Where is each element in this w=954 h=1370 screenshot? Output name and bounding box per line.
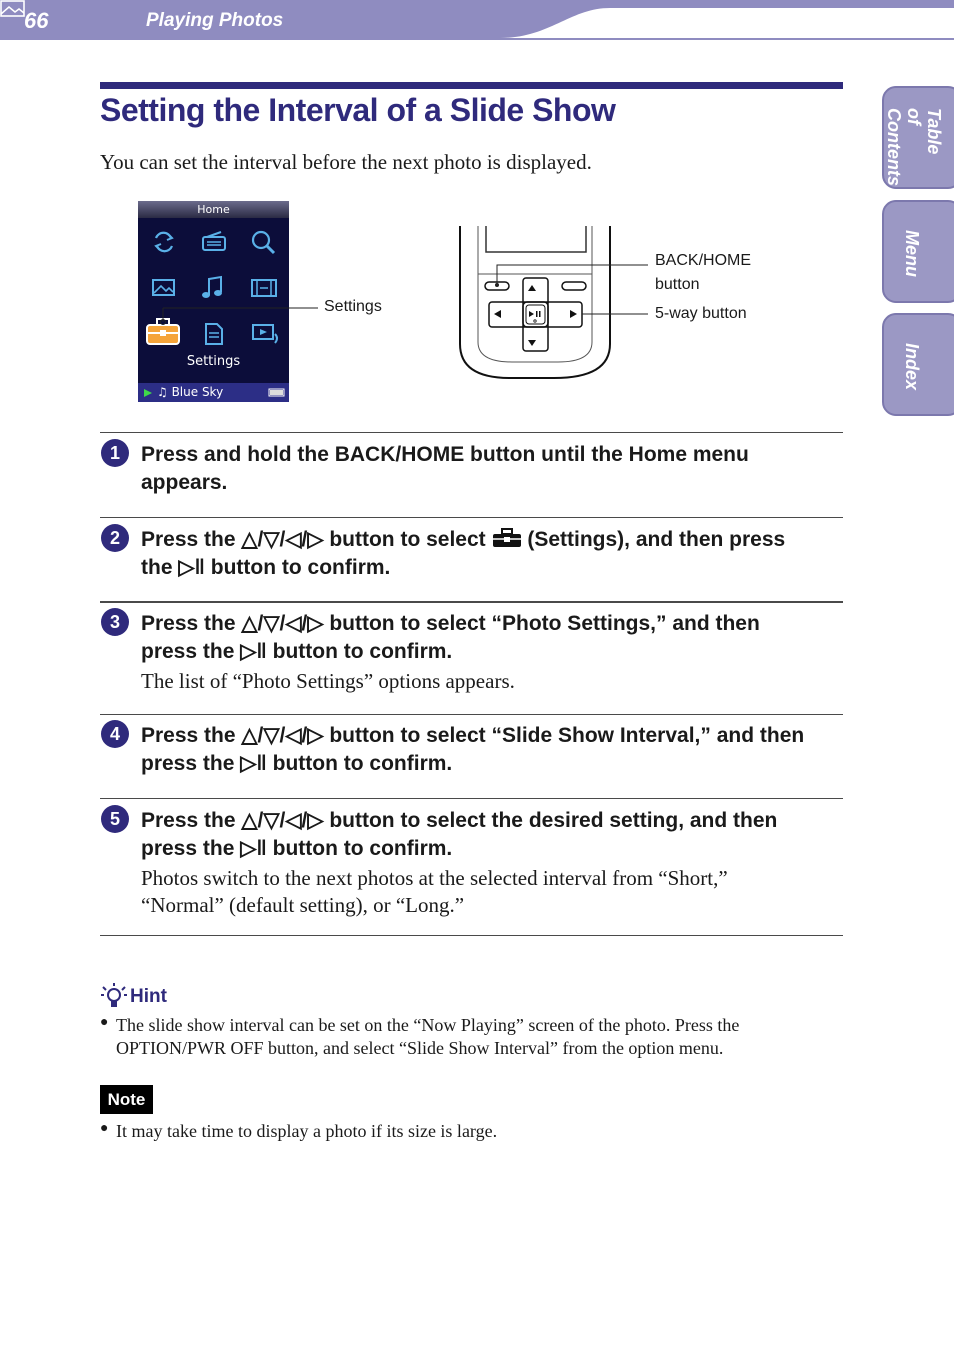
step-2-line-2: the ▷ǁ button to confirm. [141, 556, 391, 579]
step-divider [100, 432, 843, 433]
step-2-line-1 [141, 526, 841, 554]
step-number-1: 1 [101, 439, 129, 467]
step-number-2: 2 [101, 524, 129, 552]
step-2-text [141, 526, 841, 582]
play-indicator-icon [143, 388, 153, 398]
tab-table-of-contents-label: Table of Contents [884, 108, 944, 186]
photo-icon [0, 0, 26, 18]
step-3-line-1: Press the △/▽/◁/▷ button to select “Photo Settings,” and then [141, 612, 760, 635]
player-device-illustration [452, 222, 662, 384]
page-number: 66 [24, 8, 49, 33]
step-2-line-1a: Press the △/▽/◁/▷ button to select [141, 528, 492, 551]
step-3-detail: The list of “Photo Settings” options appears. [141, 669, 515, 693]
title-rule [100, 82, 843, 89]
step-5-detail-line-2: “Normal” (default setting), or “Long.” [141, 893, 465, 917]
hint-line-1: The slide show interval can be set on the “Now Playing” screen of the photo. Press the [116, 1015, 740, 1035]
callout-back-home-1: BACK/HOME [655, 252, 752, 269]
step-3-text [141, 610, 841, 666]
hint-lightbulb-icon [100, 982, 128, 1012]
step-1-line-2: appears. [141, 471, 228, 494]
hint-line-2: OPTION/PWR OFF button, and select “Slide Show Interval” from the option menu. [116, 1038, 724, 1058]
search-icon [250, 229, 276, 255]
hint-title: Hint [130, 986, 167, 1007]
section-title: Playing Photos [146, 10, 284, 31]
step-1-line-1: Press and hold the BACK/HOME button until the Home menu [141, 443, 749, 466]
step-5-line-2: press the ▷ǁ button to confirm. [141, 837, 453, 860]
battery-icon [268, 388, 286, 397]
step-5-detail [141, 865, 841, 919]
step-5-line-1: Press the △/▽/◁/▷ button to select the desired setting, and then [141, 809, 778, 832]
step-number-5: 5 [101, 805, 129, 833]
note-badge: Note [100, 1085, 153, 1114]
bullet-icon: ● [100, 1015, 109, 1030]
step-1-text [141, 441, 841, 497]
tab-index[interactable] [882, 313, 954, 416]
step-4-line-2: press the ▷ǁ button to confirm. [141, 752, 453, 775]
radio-icon [201, 231, 227, 253]
bullet-icon: ● [100, 1121, 109, 1136]
music-icon [201, 275, 225, 301]
step-number-3: 3 [101, 608, 129, 636]
note-text: It may take time to display a photo if its size is large. [116, 1121, 498, 1141]
step-4-line-1: Press the △/▽/◁/▷ button to select “Slide Show Interval,” and then [141, 724, 805, 747]
settings-toolbox-icon [492, 528, 522, 548]
step-5-detail-line-1: Photos switch to the next photos at the selected interval from “Short,” [141, 866, 728, 890]
step-divider [100, 714, 843, 715]
page-title: Setting the Interval of a Slide Show [100, 92, 616, 128]
callout-5way: 5-way button [655, 305, 747, 322]
repeat-icon [151, 229, 177, 255]
step-divider [100, 517, 843, 518]
step-divider [100, 935, 843, 936]
step-2-line-1b: (Settings), and then press [521, 528, 786, 551]
settings-callout-line [150, 300, 325, 330]
step-5-text [141, 807, 841, 863]
tab-menu-label: Menu [902, 230, 922, 277]
tab-table-of-contents[interactable] [882, 86, 954, 189]
callout-back-home-2: button [655, 276, 700, 293]
photo-icon [151, 278, 177, 298]
step-number-4: 4 [101, 720, 129, 748]
video-icon [250, 278, 278, 298]
step-4-text [141, 722, 841, 778]
step-divider [100, 798, 843, 799]
tab-menu[interactable] [882, 200, 954, 303]
now-playing-track: ♫ Blue Sky [157, 385, 224, 399]
hint-text [116, 1014, 846, 1060]
intro-text: You can set the interval before the next photo is displayed. [100, 150, 592, 174]
screen-selected-label: Settings [186, 354, 241, 369]
step-divider [100, 601, 843, 603]
callout-settings: Settings [324, 298, 382, 315]
page-header [0, 0, 954, 40]
step-3-line-2: press the ▷ǁ button to confirm. [141, 640, 453, 663]
header-banner [0, 0, 954, 40]
tab-index-label: Index [902, 343, 922, 391]
screen-header: Home [138, 201, 289, 218]
